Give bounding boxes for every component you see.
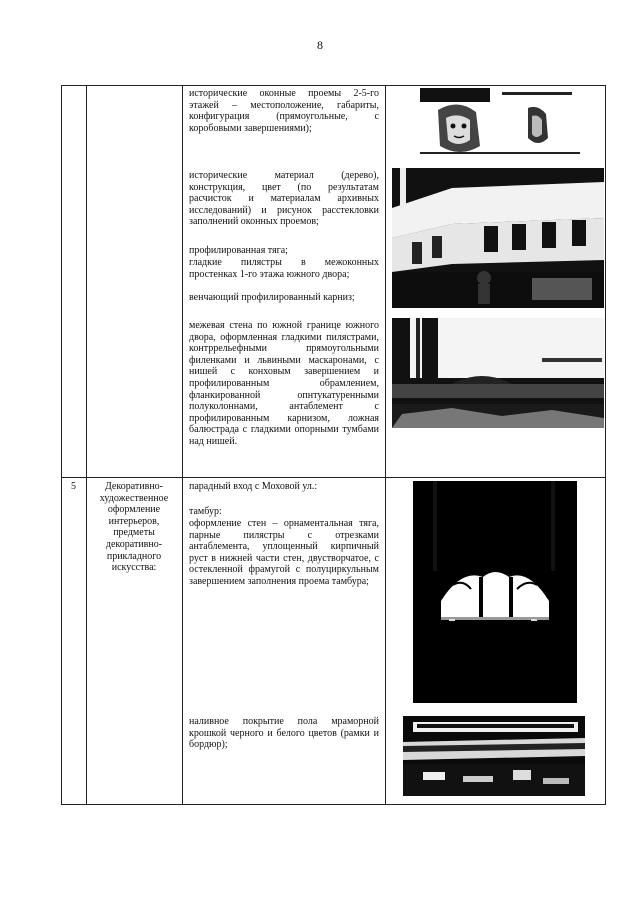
item-profiled-band: профилированная тяга; bbox=[189, 245, 288, 256]
photo-boundary-wall bbox=[392, 318, 604, 428]
row-category: Декоративно-художественное оформление интерьеров, предметы декоративно-прикладного искусства: bbox=[99, 481, 169, 574]
item-floor-covering: наливное покрытие пола мраморной крошкой черного и белого цветов (рамки и бордюр); bbox=[189, 716, 379, 751]
row-number: 5 bbox=[71, 481, 76, 492]
item-boundary-wall: межевая стена по южной границе южного двора, оформленная гладкими пилястрами, контррельефными прямоугольными филенками и львиными маскаронами, с нишей с конховым завершением и профилированным обрамлением, фланкированной опнтукатуренными полуколоннами, антаблемент с профилированным карнизом, ложная балюстрада с гладкими опорными тумбами над нишей. bbox=[189, 320, 379, 447]
page-number: 8 bbox=[317, 38, 323, 52]
item-window-openings: исторические оконные проемы 2-5-го этажей – местоположение, габариты, конфигурация (прямоугольные, с коробовыми завершениями); bbox=[189, 88, 379, 134]
photo-courtyard-facade bbox=[392, 168, 604, 308]
photo-vestibule bbox=[413, 481, 577, 703]
item-wall-decoration: оформление стен – орнаментальная тяга, парные пилястры с отрезками антаблемента, уплощенный кирпичный руст в нижней части стен, двустворчатое, с остекленной фрамугой с полуциркульным завершением заполнения проема тамбура; bbox=[189, 518, 379, 587]
item-main-entrance: парадный вход с Моховой ул.: bbox=[189, 481, 318, 492]
item-cornice: венчающий профилированный карниз; bbox=[189, 292, 355, 303]
photo-floor bbox=[403, 716, 585, 796]
item-window-fillings: исторические материал (дерево), конструкция, цвет (по результатам расчисток и материалам архивных исследований) и рисунок расстекловки заполнений оконных проемов; bbox=[189, 170, 379, 228]
photo-window-mascarons bbox=[420, 88, 580, 160]
item-vestibule: тамбур: bbox=[189, 506, 222, 517]
item-pilasters: гладкие пилястры в межоконных простенках 1-го этажа южного двора; bbox=[189, 257, 379, 280]
